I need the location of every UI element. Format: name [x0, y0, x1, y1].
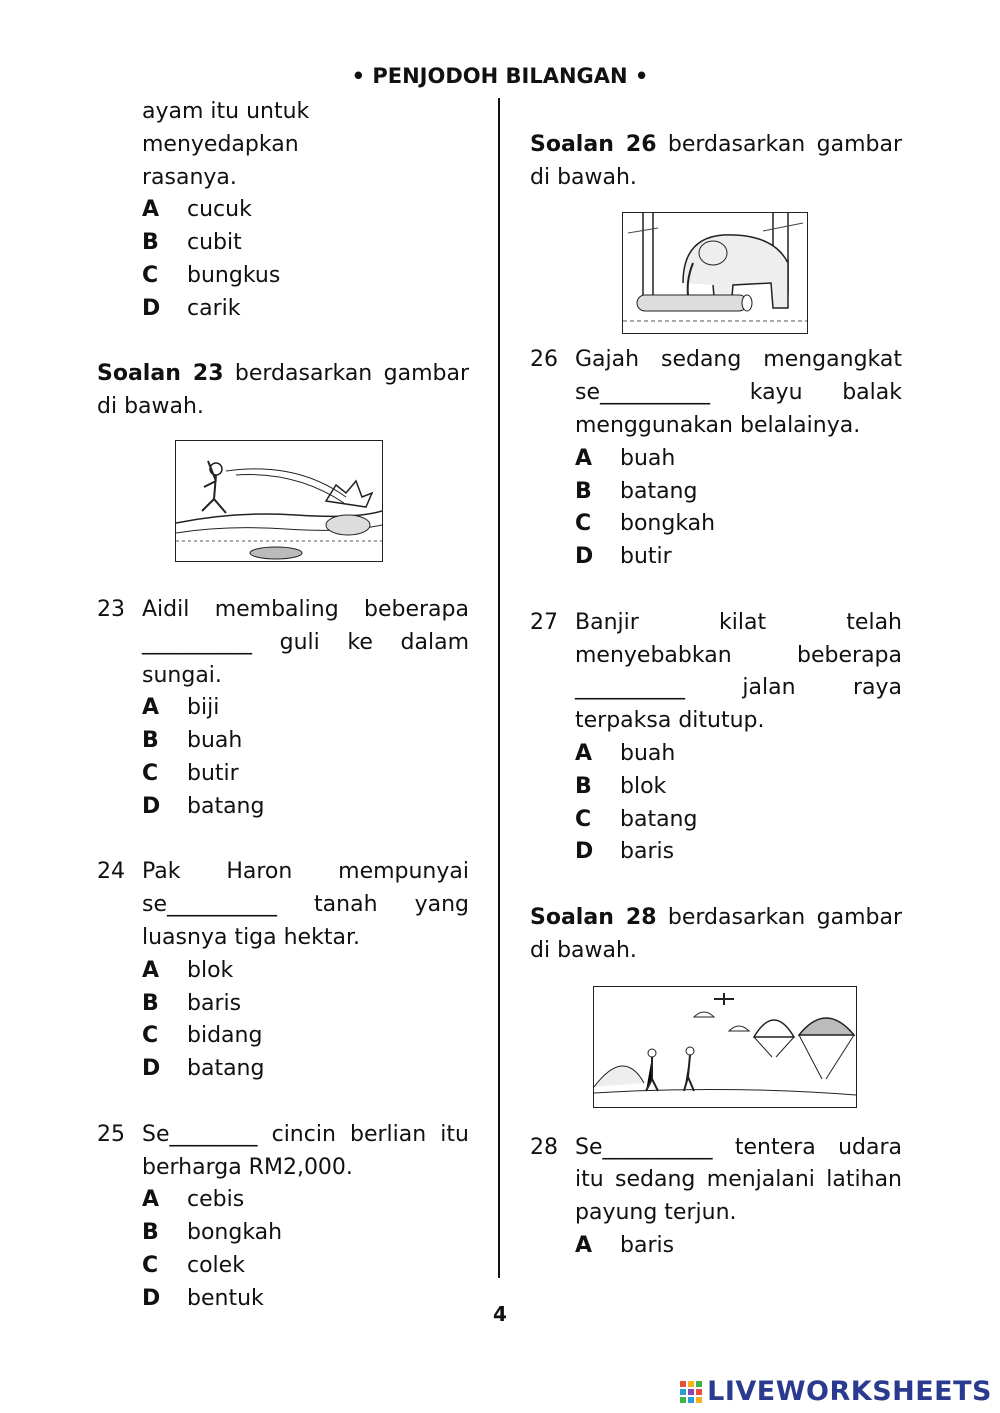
option-letter: C — [142, 262, 159, 288]
option-letter: D — [142, 295, 161, 321]
option-text: cubit — [187, 230, 242, 256]
q26-line-1: 26 Gajah sedang mengangkat — [575, 344, 902, 377]
soalan-28-instruction — [530, 902, 902, 968]
question-23 — [97, 594, 469, 692]
q23-option-c[interactable]: C butir — [142, 760, 239, 786]
q27-line-2: menyebabkan beberapa — [575, 642, 902, 668]
right-column — [530, 96, 902, 1263]
q27-option-a[interactable]: A buah — [575, 740, 676, 766]
q26-line-3: menggunakan belalainya. — [575, 412, 861, 438]
brand-text: LIVEWORKSHEETS — [707, 1376, 992, 1407]
q27-option-d[interactable]: D baris — [575, 839, 675, 865]
q25-option-b[interactable]: B bongkah — [142, 1220, 283, 1246]
q22-tail — [97, 96, 469, 194]
q24-line-1: 24 Pak Haron mempunyai — [142, 856, 469, 889]
soalan-28-text: berdasarkan gambar di bawah. — [530, 904, 902, 963]
question-number: 26 — [530, 347, 558, 373]
q28-line-3: payung terjun. — [575, 1200, 737, 1226]
question-number: 24 — [97, 859, 125, 885]
liveworksheets-icon — [679, 1380, 703, 1404]
q28-line-2: itu sedang menjalani latihan — [575, 1167, 902, 1193]
liveworksheets-logo — [679, 1376, 992, 1407]
q26-option-a[interactable]: A buah — [575, 445, 676, 471]
q23-line-1: 23 Aidil membaling beberapa — [142, 594, 469, 627]
q22-option-c[interactable] — [97, 260, 469, 293]
q27-option-c[interactable]: C batang — [575, 806, 698, 832]
soalan-26-instruction — [530, 129, 902, 195]
q27-line-3: __________ jalan raya — [575, 675, 902, 701]
q24-option-b[interactable]: B baris — [142, 990, 242, 1016]
q23-line-3: sungai. — [142, 662, 222, 688]
q23-line-2: __________ guli ke dalam — [142, 629, 469, 655]
q26-line-2: se__________ kayu balak — [575, 380, 902, 406]
q23-option-a[interactable]: A biji — [142, 695, 220, 721]
option-text: cucuk — [187, 197, 252, 223]
option-text: carik — [187, 295, 241, 321]
question-24 — [97, 856, 469, 954]
q28-line-1: 28 Se__________ tentera udara — [575, 1132, 902, 1165]
q26-option-d[interactable]: D butir — [575, 544, 672, 570]
q27-option-b[interactable]: B blok — [575, 773, 667, 799]
question-number: 28 — [530, 1134, 558, 1160]
soalan-28-label: Soalan 28 — [530, 904, 657, 930]
question-number: 27 — [530, 609, 558, 635]
q25-line-2: berharga RM2,000. — [142, 1154, 353, 1180]
question-27 — [530, 607, 902, 738]
question-28 — [530, 1132, 902, 1230]
q24-option-d[interactable]: D batang — [142, 1056, 265, 1082]
soalan-23-text: berdasarkan gambar di bawah. — [97, 361, 469, 420]
elephant-log-picture — [622, 212, 808, 334]
q24-option-c[interactable]: C bidang — [142, 1023, 263, 1049]
q26-option-c[interactable]: C bongkah — [575, 511, 716, 537]
page-number: 4 — [493, 1302, 507, 1326]
page-title: • PENJODOH BILANGAN • — [351, 64, 649, 88]
question-26 — [530, 344, 902, 442]
q23-option-d[interactable]: D batang — [142, 793, 265, 819]
q28-option-a[interactable]: A baris — [575, 1232, 675, 1258]
q25-option-a[interactable]: A cebis — [142, 1187, 245, 1213]
q22-option-b[interactable] — [97, 227, 469, 260]
q23-option-b[interactable]: B buah — [142, 728, 243, 754]
left-column — [97, 96, 469, 1316]
q22-option-a[interactable] — [97, 194, 469, 227]
option-letter: A — [142, 197, 160, 223]
q22-line-1: ayam itu untuk menyedapkan — [142, 99, 310, 157]
q24-line-2: se__________ tanah yang — [142, 892, 469, 918]
q25-option-c[interactable]: C colek — [142, 1252, 245, 1278]
soalan-23-instruction — [97, 358, 469, 424]
option-letter: B — [142, 230, 159, 256]
parachute-training-picture — [593, 986, 857, 1108]
q22-line-2: rasanya. — [142, 164, 237, 190]
q24-option-a[interactable]: A blok — [142, 957, 234, 983]
question-number: 23 — [97, 596, 125, 622]
soalan-26-label: Soalan 26 — [530, 131, 657, 157]
question-25 — [97, 1119, 469, 1185]
option-text: bungkus — [187, 262, 281, 288]
q26-option-b[interactable]: B batang — [575, 478, 698, 504]
q25-option-d[interactable]: D bentuk — [142, 1285, 264, 1311]
marbles-river-picture — [175, 440, 383, 562]
q27-line-1: 27 Banjir kilat telah — [575, 607, 902, 640]
column-divider — [498, 98, 500, 1278]
question-number: 25 — [97, 1121, 125, 1147]
q27-line-4: terpaksa ditutup. — [575, 708, 765, 734]
soalan-23-label: Soalan 23 — [97, 361, 224, 387]
q25-line-1: 25 Se________ cincin berlian itu — [142, 1119, 469, 1152]
q24-line-3: luasnya tiga hektar. — [142, 924, 360, 950]
soalan-26-text: berdasarkan gambar di bawah. — [530, 131, 902, 190]
q22-option-d[interactable] — [97, 293, 469, 326]
